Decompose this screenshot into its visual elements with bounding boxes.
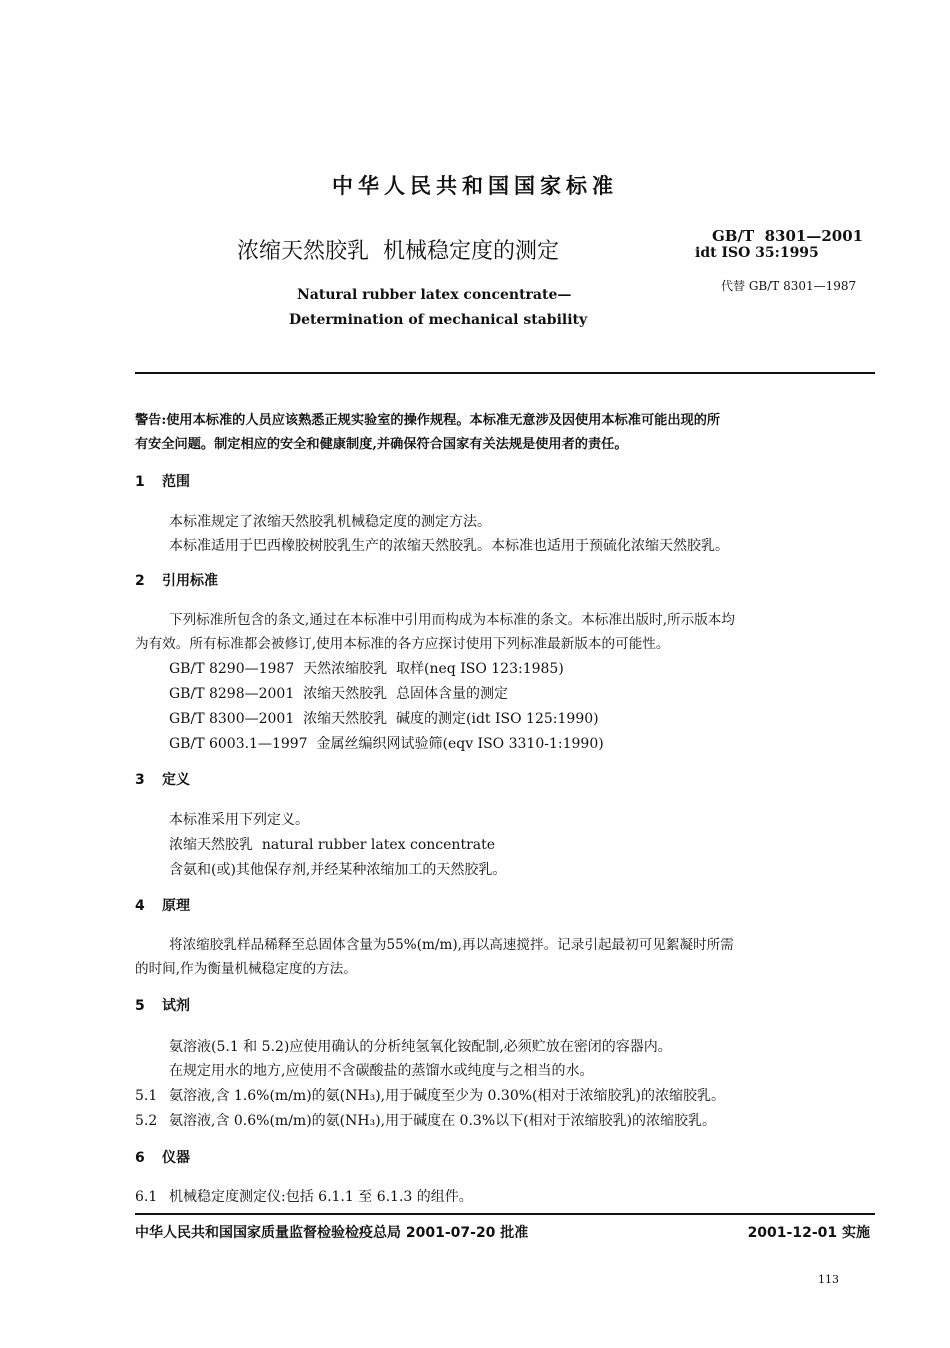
reference-item: GB/T 8290—1987 天然浓缩胶乳 取样(neq ISO 123:1985) [169,661,564,677]
replaces-note: 代替 GB/T 8301—1987 [721,279,857,293]
section-4-number: 4 [135,898,145,914]
footer-divider [135,1213,875,1215]
title-cn: 浓缩天然胶乳 机械稳定度的测定 [237,239,559,264]
definition-text: 含氨和(或)其他保存剂,并经某种浓缩加工的天然胶乳。 [169,862,507,878]
section-6-title: 仪器 [162,1150,190,1166]
clause-6-1-text: 机械稳定度测定仪:包括 6.1.1 至 6.1.3 的组件。 [169,1189,473,1205]
section-4-title: 原理 [162,898,190,914]
section-2-para-line1: 下列标准所包含的条文,通过在本标准中引用而构成为本标准的条文。本标准出版时,所示版本均 [169,612,735,628]
section-5-para-1: 氨溶液(5.1 和 5.2)应使用确认的分析纯氢氧化铵配制,必须贮放在密闭的容器内。 [169,1039,672,1055]
std-number: GB/T 8301—2001 [712,227,864,245]
title-en-line2: Determination of mechanical stability [289,312,588,328]
title-en-line1: Natural rubber latex concentrate— [297,287,572,303]
section-5-para-2: 在规定用水的地方,应使用不含碳酸盐的蒸馏水或纯度与之相当的水。 [169,1063,594,1079]
clause-5-1-number: 5.1 [135,1088,158,1104]
section-4-para-line2: 的时间,作为衡量机械稳定度的方法。 [135,961,357,977]
warning-line2: 有安全问题。制定相应的安全和健康制度,并确保符合国家有关法规是使用者的责任。 [135,437,628,452]
clause-5-2-text: 氨溶液,含 0.6%(m/m)的氨(NH₃),用于碱度在 0.3%以下(相对于浓缩胶乳)的浓缩胶乳。 [169,1113,717,1129]
header-divider [135,372,875,374]
section-5-number: 5 [135,998,145,1014]
idt-note: idt ISO 35:1995 [695,245,819,261]
section-6-number: 6 [135,1150,145,1166]
section-4-para-line1: 将浓缩胶乳样品稀释至总固体含量为55%(m/m),再以高速搅拌。记录引起最初可见絮凝时所需 [169,937,734,953]
clause-6-1-number: 6.1 [135,1189,158,1205]
section-2-number: 2 [135,573,145,589]
country-title: 中华人民共和国国家标准 [332,174,618,198]
section-3-para-1: 本标准采用下列定义。 [169,812,309,828]
section-1-para-1: 本标准规定了浓缩天然胶乳机械稳定度的测定方法。 [169,514,491,530]
reference-item: GB/T 6003.1—1997 金属丝编织网试验筛(eqv ISO 3310-1:1990) [169,736,604,752]
reference-item: GB/T 8298—2001 浓缩天然胶乳 总固体含量的测定 [169,686,509,702]
section-5-title: 试剂 [162,998,190,1014]
section-3-title: 定义 [162,772,190,788]
section-2-title: 引用标准 [162,573,218,589]
reference-item: GB/T 8300—2001 浓缩天然胶乳 碱度的测定(idt ISO 125:1990) [169,711,599,727]
page-number: 113 [818,1273,839,1286]
warning-line1: 警告:使用本标准的人员应该熟悉正规实验室的操作规程。本标准无意涉及因使用本标准可能出现的所 [135,413,721,428]
section-3-number: 3 [135,772,145,788]
approval-line: 中华人民共和国国家质量监督检验检疫总局 2001-07-20 批准 [135,1225,529,1241]
clause-5-1-text: 氨溶液,含 1.6%(m/m)的氨(NH₃),用于碱度至少为 0.30%(相对于浓缩胶乳)的浓缩胶乳。 [169,1088,725,1104]
clause-5-2-number: 5.2 [135,1113,158,1129]
section-2-para-line2: 为有效。所有标准都会被修订,使用本标准的各方应探讨使用下列标准最新版本的可能性。 [135,636,670,652]
definition-term: 浓缩天然胶乳 natural rubber latex concentrate [169,837,496,853]
section-1-number: 1 [135,474,145,490]
section-1-para-2: 本标准适用于巴西橡胶树胶乳生产的浓缩天然胶乳。本标准也适用于预硫化浓缩天然胶乳。 [169,538,729,554]
section-1-title: 范围 [162,474,190,490]
implementation-date: 2001-12-01 实施 [747,1225,870,1241]
